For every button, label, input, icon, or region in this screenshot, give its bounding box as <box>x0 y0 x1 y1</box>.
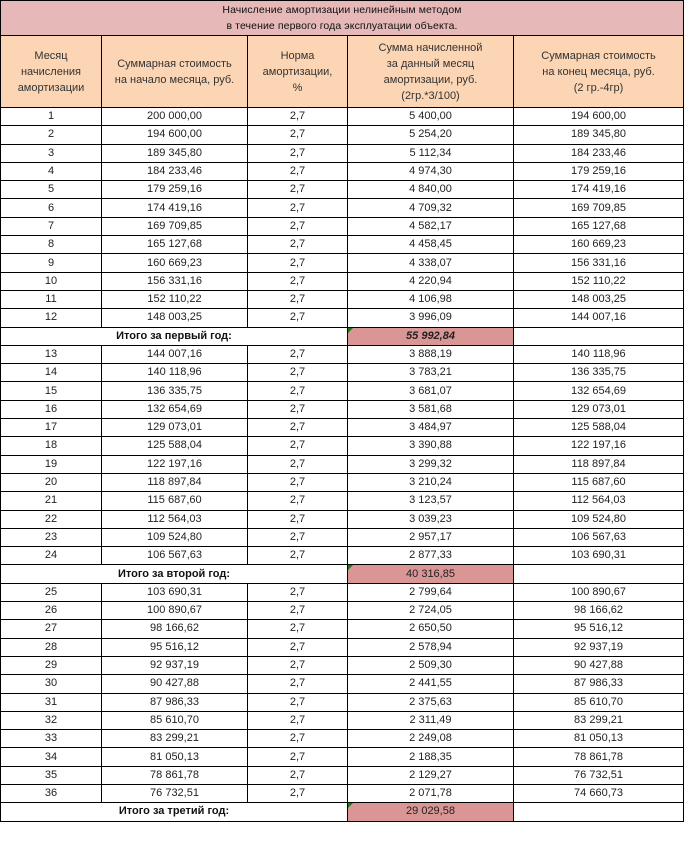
cell-month[interactable]: 10 <box>1 272 102 290</box>
table-row <box>1 400 684 418</box>
cell-rate[interactable]: 2,7 <box>248 748 348 766</box>
header-end-cost <box>514 36 684 108</box>
cell-rate[interactable]: 2,7 <box>248 528 348 546</box>
cell-rate[interactable]: 2,7 <box>248 345 348 363</box>
cell-start-cost[interactable]: 152 110,22 <box>102 290 248 308</box>
cell-end-cost[interactable]: 194 600,00 <box>514 108 684 126</box>
cell-end-cost[interactable]: 129 073,01 <box>514 400 684 418</box>
cell-month[interactable]: 2 <box>1 126 102 144</box>
cell-end-cost[interactable]: 115 687,60 <box>514 473 684 491</box>
header-depreciation-line: амортизации, руб. <box>383 73 478 86</box>
cell-month[interactable]: 36 <box>1 784 102 802</box>
cell-start-cost[interactable]: 194 600,00 <box>102 126 248 144</box>
subtotal-row <box>1 565 684 583</box>
cell-end-cost[interactable]: 148 003,25 <box>514 290 684 308</box>
cell-depreciation[interactable]: 2 249,08 <box>348 730 514 748</box>
header-rate <box>248 36 348 108</box>
cell-end-cost[interactable]: 189 345,80 <box>514 126 684 144</box>
cell-month[interactable]: 32 <box>1 711 102 729</box>
header-depreciation-line: за данный месяц <box>386 57 475 70</box>
cell-start-cost[interactable]: 200 000,00 <box>102 108 248 126</box>
cell-start-cost[interactable]: 109 524,80 <box>102 528 248 546</box>
subtotal-empty-cell[interactable] <box>514 327 684 345</box>
cell-end-cost[interactable]: 144 007,16 <box>514 309 684 327</box>
cell-start-cost[interactable]: 122 197,16 <box>102 455 248 473</box>
cell-depreciation[interactable]: 2 724,05 <box>348 602 514 620</box>
table-row <box>1 162 684 180</box>
table-row <box>1 711 684 729</box>
cell-month[interactable]: 11 <box>1 290 102 308</box>
cell-depreciation[interactable]: 4 458,45 <box>348 236 514 254</box>
subtotal-row <box>1 327 684 345</box>
cell-rate[interactable]: 2,7 <box>248 473 348 491</box>
cell-depreciation[interactable]: 5 400,00 <box>348 108 514 126</box>
header-start-cost <box>102 36 248 108</box>
cell-end-cost[interactable]: 152 110,22 <box>514 272 684 290</box>
header-start-cost-line: на начало месяца, руб. <box>114 73 235 86</box>
cell-start-cost[interactable]: 118 897,84 <box>102 473 248 491</box>
table-row <box>1 144 684 162</box>
table-row <box>1 309 684 327</box>
cell-rate[interactable]: 2,7 <box>248 766 348 784</box>
cell-rate[interactable]: 2,7 <box>248 290 348 308</box>
cell-month[interactable]: 5 <box>1 181 102 199</box>
cell-end-cost[interactable]: 118 897,84 <box>514 455 684 473</box>
table-row <box>1 748 684 766</box>
cell-end-cost[interactable]: 76 732,51 <box>514 766 684 784</box>
cell-end-cost[interactable]: 85 610,70 <box>514 693 684 711</box>
cell-rate[interactable]: 2,7 <box>248 784 348 802</box>
cell-month[interactable]: 31 <box>1 693 102 711</box>
subtotal-label: Итого за первый год: <box>1 327 348 345</box>
subtotal-value-text: 55 992,84 <box>406 329 455 342</box>
cell-rate[interactable]: 2,7 <box>248 656 348 674</box>
table-row <box>1 364 684 382</box>
cell-start-cost[interactable]: 76 732,51 <box>102 784 248 802</box>
table-row <box>1 473 684 491</box>
cell-depreciation[interactable]: 4 709,32 <box>348 199 514 217</box>
formula-indicator-icon <box>348 565 353 570</box>
title-line-2: в течение первого года эксплуатации объекта. <box>226 20 458 32</box>
table-row <box>1 602 684 620</box>
title-line-1: Начисление амортизации нелинейным методом <box>222 4 462 16</box>
subtotal-empty-cell[interactable] <box>514 565 684 583</box>
cell-start-cost[interactable]: 179 259,16 <box>102 181 248 199</box>
cell-depreciation[interactable]: 2 799,64 <box>348 583 514 601</box>
cell-depreciation[interactable]: 3 484,97 <box>348 419 514 437</box>
cell-end-cost[interactable]: 109 524,80 <box>514 510 684 528</box>
cell-depreciation[interactable]: 2 311,49 <box>348 711 514 729</box>
cell-month[interactable]: 24 <box>1 547 102 565</box>
table-row <box>1 345 684 363</box>
cell-rate[interactable]: 2,7 <box>248 547 348 565</box>
cell-start-cost[interactable]: 136 335,75 <box>102 382 248 400</box>
cell-end-cost[interactable]: 132 654,69 <box>514 382 684 400</box>
header-month-line: начисления <box>20 65 82 78</box>
table-row <box>1 528 684 546</box>
cell-month[interactable]: 17 <box>1 419 102 437</box>
cell-start-cost[interactable]: 174 419,16 <box>102 199 248 217</box>
cell-month[interactable]: 26 <box>1 602 102 620</box>
header-depreciation-line: Сумма начисленной <box>378 41 483 54</box>
cell-depreciation[interactable]: 3 681,07 <box>348 382 514 400</box>
cell-start-cost[interactable]: 98 166,62 <box>102 620 248 638</box>
formula-indicator-icon <box>348 803 353 808</box>
cell-end-cost[interactable]: 125 588,04 <box>514 419 684 437</box>
cell-depreciation[interactable]: 4 974,30 <box>348 162 514 180</box>
table-row <box>1 217 684 235</box>
cell-rate[interactable]: 2,7 <box>248 254 348 272</box>
cell-start-cost[interactable]: 160 669,23 <box>102 254 248 272</box>
cell-month[interactable]: 25 <box>1 583 102 601</box>
header-end-cost-line: (2 гр.-4гр) <box>573 81 624 94</box>
cell-start-cost[interactable]: 92 937,19 <box>102 656 248 674</box>
cell-start-cost[interactable]: 125 588,04 <box>102 437 248 455</box>
subtotal-value-text: 40 316,85 <box>406 567 455 580</box>
cell-depreciation[interactable]: 2 957,17 <box>348 528 514 546</box>
cell-month[interactable]: 22 <box>1 510 102 528</box>
cell-month[interactable]: 20 <box>1 473 102 491</box>
table-row <box>1 784 684 802</box>
cell-start-cost[interactable]: 95 516,12 <box>102 638 248 656</box>
cell-rate[interactable]: 2,7 <box>248 126 348 144</box>
cell-depreciation[interactable]: 2 375,63 <box>348 693 514 711</box>
cell-depreciation[interactable]: 3 039,23 <box>348 510 514 528</box>
cell-start-cost[interactable]: 85 610,70 <box>102 711 248 729</box>
cell-depreciation[interactable]: 4 220,94 <box>348 272 514 290</box>
table-row <box>1 437 684 455</box>
cell-rate[interactable]: 2,7 <box>248 309 348 327</box>
cell-rate[interactable]: 2,7 <box>248 419 348 437</box>
table-row <box>1 290 684 308</box>
cell-rate[interactable]: 2,7 <box>248 638 348 656</box>
cell-rate[interactable]: 2,7 <box>248 382 348 400</box>
table-row <box>1 419 684 437</box>
cell-month[interactable]: 18 <box>1 437 102 455</box>
cell-depreciation[interactable]: 3 123,57 <box>348 492 514 510</box>
cell-end-cost[interactable]: 169 709,85 <box>514 199 684 217</box>
table-row <box>1 547 684 565</box>
cell-month[interactable]: 29 <box>1 656 102 674</box>
cell-depreciation[interactable]: 3 299,32 <box>348 455 514 473</box>
cell-end-cost[interactable]: 156 331,16 <box>514 254 684 272</box>
cell-rate[interactable]: 2,7 <box>248 162 348 180</box>
table-row <box>1 254 684 272</box>
cell-month[interactable]: 34 <box>1 748 102 766</box>
cell-depreciation[interactable]: 5 254,20 <box>348 126 514 144</box>
cell-month[interactable]: 9 <box>1 254 102 272</box>
header-rate-line: амортизации, <box>262 65 333 78</box>
cell-depreciation[interactable]: 2 877,33 <box>348 547 514 565</box>
header-start-cost-line: Суммарная стоимость <box>117 57 232 70</box>
cell-month[interactable]: 33 <box>1 730 102 748</box>
cell-depreciation[interactable]: 3 996,09 <box>348 309 514 327</box>
cell-start-cost[interactable]: 189 345,80 <box>102 144 248 162</box>
cell-depreciation[interactable]: 4 338,07 <box>348 254 514 272</box>
table-row <box>1 693 684 711</box>
subtotal-row <box>1 803 684 821</box>
table-row <box>1 492 684 510</box>
cell-rate[interactable]: 2,7 <box>248 675 348 693</box>
header-month <box>1 36 102 108</box>
cell-start-cost[interactable]: 81 050,13 <box>102 748 248 766</box>
table-row <box>1 620 684 638</box>
cell-depreciation[interactable]: 3 390,88 <box>348 437 514 455</box>
cell-depreciation[interactable]: 2 650,50 <box>348 620 514 638</box>
cell-end-cost[interactable]: 87 986,33 <box>514 675 684 693</box>
header-rate-line: % <box>292 81 303 94</box>
cell-depreciation[interactable]: 2 441,55 <box>348 675 514 693</box>
cell-month[interactable]: 13 <box>1 345 102 363</box>
subtotal-value[interactable] <box>348 565 514 583</box>
header-depreciation <box>348 36 514 108</box>
table-row <box>1 199 684 217</box>
header-end-cost-line: на конец месяца, руб. <box>542 65 655 78</box>
cell-rate[interactable]: 2,7 <box>248 730 348 748</box>
table-row <box>1 766 684 784</box>
cell-month[interactable]: 30 <box>1 675 102 693</box>
cell-depreciation[interactable]: 5 112,34 <box>348 144 514 162</box>
cell-month[interactable]: 28 <box>1 638 102 656</box>
header-rate-line: Норма <box>280 49 315 62</box>
cell-depreciation[interactable]: 2 578,94 <box>348 638 514 656</box>
cell-end-cost[interactable]: 122 197,16 <box>514 437 684 455</box>
cell-rate[interactable]: 2,7 <box>248 437 348 455</box>
cell-rate[interactable]: 2,7 <box>248 583 348 601</box>
subtotal-label: Итого за второй год: <box>1 565 348 583</box>
cell-start-cost[interactable]: 169 709,85 <box>102 217 248 235</box>
cell-month[interactable]: 35 <box>1 766 102 784</box>
cell-start-cost[interactable]: 83 299,21 <box>102 730 248 748</box>
cell-end-cost[interactable]: 184 233,46 <box>514 144 684 162</box>
table-row <box>1 382 684 400</box>
cell-rate[interactable]: 2,7 <box>248 108 348 126</box>
cell-rate[interactable]: 2,7 <box>248 144 348 162</box>
cell-rate[interactable]: 2,7 <box>248 711 348 729</box>
table-row <box>1 455 684 473</box>
cell-month[interactable]: 3 <box>1 144 102 162</box>
table-row <box>1 730 684 748</box>
cell-start-cost[interactable]: 90 427,88 <box>102 675 248 693</box>
cell-month[interactable]: 27 <box>1 620 102 638</box>
cell-end-cost[interactable]: 103 690,31 <box>514 547 684 565</box>
formula-indicator-icon <box>348 328 353 333</box>
cell-month[interactable]: 12 <box>1 309 102 327</box>
cell-depreciation[interactable]: 3 210,24 <box>348 473 514 491</box>
cell-end-cost[interactable]: 160 669,23 <box>514 236 684 254</box>
cell-month[interactable]: 23 <box>1 528 102 546</box>
table-row <box>1 675 684 693</box>
cell-rate[interactable]: 2,7 <box>248 693 348 711</box>
cell-month[interactable]: 19 <box>1 455 102 473</box>
cell-rate[interactable]: 2,7 <box>248 492 348 510</box>
cell-rate[interactable]: 2,7 <box>248 364 348 382</box>
cell-month[interactable]: 1 <box>1 108 102 126</box>
cell-start-cost[interactable]: 112 564,03 <box>102 510 248 528</box>
cell-depreciation[interactable]: 2 509,30 <box>348 656 514 674</box>
cell-rate[interactable]: 2,7 <box>248 272 348 290</box>
cell-start-cost[interactable]: 165 127,68 <box>102 236 248 254</box>
cell-end-cost[interactable]: 90 427,88 <box>514 656 684 674</box>
cell-rate[interactable]: 2,7 <box>248 455 348 473</box>
cell-end-cost[interactable]: 74 660,73 <box>514 784 684 802</box>
cell-depreciation[interactable]: 4 106,98 <box>348 290 514 308</box>
cell-end-cost[interactable]: 95 516,12 <box>514 620 684 638</box>
cell-start-cost[interactable]: 132 654,69 <box>102 400 248 418</box>
table-row <box>1 272 684 290</box>
table-row <box>1 656 684 674</box>
table-title <box>1 1 684 36</box>
cell-depreciation[interactable]: 2 188,35 <box>348 748 514 766</box>
cell-end-cost[interactable]: 179 259,16 <box>514 162 684 180</box>
subtotal-value-text: 29 029,58 <box>406 805 455 818</box>
cell-start-cost[interactable]: 103 690,31 <box>102 583 248 601</box>
cell-depreciation[interactable]: 2 129,27 <box>348 766 514 784</box>
cell-start-cost[interactable]: 184 233,46 <box>102 162 248 180</box>
cell-month[interactable]: 8 <box>1 236 102 254</box>
cell-depreciation[interactable]: 4 582,17 <box>348 217 514 235</box>
header-row <box>1 36 684 108</box>
cell-start-cost[interactable]: 115 687,60 <box>102 492 248 510</box>
table-row <box>1 126 684 144</box>
cell-end-cost[interactable]: 92 937,19 <box>514 638 684 656</box>
cell-depreciation[interactable]: 3 888,19 <box>348 345 514 363</box>
cell-depreciation[interactable]: 4 840,00 <box>348 181 514 199</box>
cell-month[interactable]: 16 <box>1 400 102 418</box>
table-row <box>1 583 684 601</box>
cell-start-cost[interactable]: 144 007,16 <box>102 345 248 363</box>
header-month-line: Месяц <box>34 49 68 62</box>
cell-month[interactable]: 21 <box>1 492 102 510</box>
table-row <box>1 236 684 254</box>
cell-end-cost[interactable]: 83 299,21 <box>514 711 684 729</box>
cell-end-cost[interactable]: 100 890,67 <box>514 583 684 601</box>
cell-start-cost[interactable]: 78 861,78 <box>102 766 248 784</box>
cell-start-cost[interactable]: 100 890,67 <box>102 602 248 620</box>
cell-month[interactable]: 6 <box>1 199 102 217</box>
cell-depreciation[interactable]: 3 783,21 <box>348 364 514 382</box>
header-month-line: амортизации <box>17 81 85 94</box>
cell-month[interactable]: 14 <box>1 364 102 382</box>
subtotal-value[interactable] <box>348 327 514 345</box>
cell-rate[interactable]: 2,7 <box>248 602 348 620</box>
subtotal-value[interactable] <box>348 803 514 821</box>
cell-depreciation[interactable]: 2 071,78 <box>348 784 514 802</box>
header-end-cost-line: Суммарная стоимость <box>541 49 656 62</box>
cell-rate[interactable]: 2,7 <box>248 400 348 418</box>
cell-month[interactable]: 4 <box>1 162 102 180</box>
cell-start-cost[interactable]: 106 567,63 <box>102 547 248 565</box>
cell-end-cost[interactable]: 174 419,16 <box>514 181 684 199</box>
cell-end-cost[interactable]: 165 127,68 <box>514 217 684 235</box>
table-row <box>1 181 684 199</box>
cell-end-cost[interactable]: 98 166,62 <box>514 602 684 620</box>
cell-start-cost[interactable]: 87 986,33 <box>102 693 248 711</box>
header-depreciation-line: (2гр.*3/100) <box>401 89 460 102</box>
subtotal-empty-cell[interactable] <box>514 803 684 821</box>
cell-end-cost[interactable]: 112 564,03 <box>514 492 684 510</box>
cell-rate[interactable]: 2,7 <box>248 510 348 528</box>
cell-start-cost[interactable]: 140 118,96 <box>102 364 248 382</box>
cell-end-cost[interactable]: 106 567,63 <box>514 528 684 546</box>
cell-month[interactable]: 7 <box>1 217 102 235</box>
cell-rate[interactable]: 2,7 <box>248 236 348 254</box>
cell-rate[interactable]: 2,7 <box>248 217 348 235</box>
cell-rate[interactable]: 2,7 <box>248 620 348 638</box>
cell-end-cost[interactable]: 78 861,78 <box>514 748 684 766</box>
cell-month[interactable]: 15 <box>1 382 102 400</box>
table-row <box>1 510 684 528</box>
cell-rate[interactable]: 2,7 <box>248 199 348 217</box>
cell-start-cost[interactable]: 148 003,25 <box>102 309 248 327</box>
cell-start-cost[interactable]: 156 331,16 <box>102 272 248 290</box>
cell-depreciation[interactable]: 3 581,68 <box>348 400 514 418</box>
cell-end-cost[interactable]: 136 335,75 <box>514 364 684 382</box>
cell-rate[interactable]: 2,7 <box>248 181 348 199</box>
table-row <box>1 638 684 656</box>
subtotal-label: Итого за третий год: <box>1 803 348 821</box>
cell-end-cost[interactable]: 140 118,96 <box>514 345 684 363</box>
cell-start-cost[interactable]: 129 073,01 <box>102 419 248 437</box>
cell-end-cost[interactable]: 81 050,13 <box>514 730 684 748</box>
table-row <box>1 108 684 126</box>
